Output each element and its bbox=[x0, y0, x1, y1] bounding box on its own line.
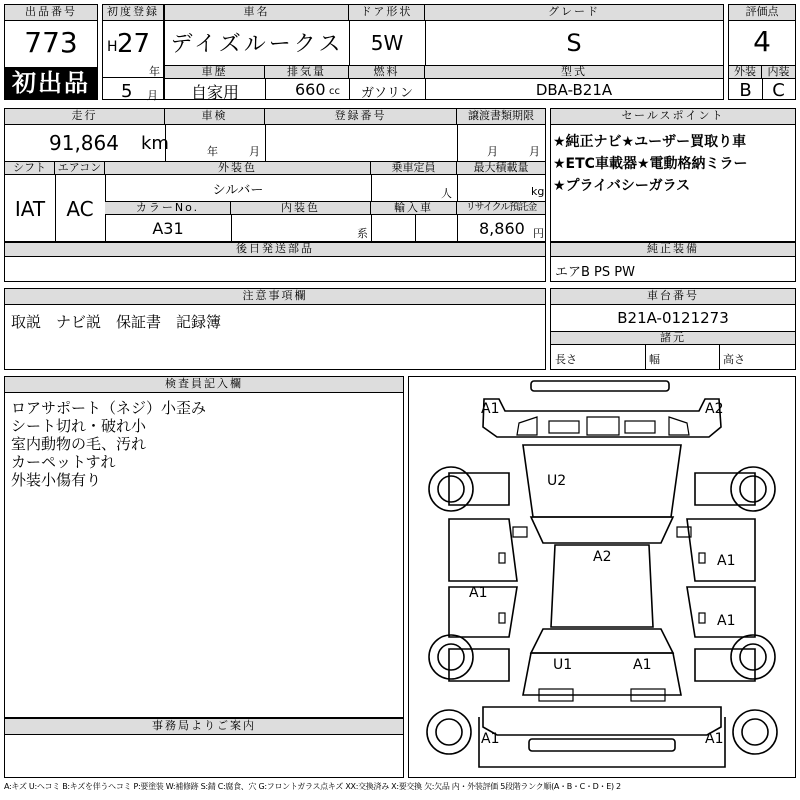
cc-unit: cc bbox=[329, 86, 340, 97]
later-parts-label: 後日発送部品 bbox=[5, 243, 545, 257]
chassis-section bbox=[550, 288, 796, 370]
damage-right-rear-door: A1 bbox=[717, 613, 736, 629]
lot-number: 773 bbox=[24, 26, 78, 59]
grade: S bbox=[566, 29, 582, 57]
notes-section bbox=[4, 288, 546, 370]
recycle-fee-label: リサイクル預託金 bbox=[457, 201, 545, 215]
series-unit: 系 bbox=[357, 227, 368, 240]
mileage-label: 走行 bbox=[5, 109, 165, 125]
office-notice-label: 事務局よりご案内 bbox=[5, 719, 403, 735]
registration-month: 5 bbox=[121, 81, 133, 102]
kg-unit: kg bbox=[531, 185, 545, 198]
car-name-label: 車名 bbox=[165, 5, 349, 21]
damage-rear-left-corner: A1 bbox=[481, 731, 500, 747]
exterior-grade: B bbox=[739, 80, 752, 101]
damage-roof: A2 bbox=[593, 549, 612, 565]
length-label: 長さ bbox=[555, 353, 577, 366]
recycle-fee: 8,860 bbox=[479, 219, 525, 238]
lot-number-label: 出品番号 bbox=[5, 5, 97, 21]
displacement: 660 bbox=[295, 80, 326, 99]
color-number-label: カラーNo. bbox=[105, 201, 231, 215]
inspection-year-unit: 年 bbox=[207, 145, 218, 158]
interior-color-label: 内装色 bbox=[231, 201, 371, 215]
first-registration-cell bbox=[102, 4, 164, 100]
inspector-note-5: 外装小傷有り bbox=[11, 471, 102, 489]
aircon-label: エアコン bbox=[55, 161, 105, 175]
mileage-section bbox=[4, 108, 546, 242]
door-type: 5W bbox=[370, 31, 404, 55]
fuel: ガソリン bbox=[360, 86, 413, 101]
sales-point-1: ★純正ナビ★ユーザー買取り車 bbox=[553, 134, 747, 150]
model-type: DBA-B21A bbox=[535, 81, 613, 99]
displacement-label: 排気量 bbox=[265, 65, 349, 79]
later-parts-section bbox=[4, 242, 546, 282]
inspector-note-2: シート切れ・破れ小 bbox=[11, 417, 147, 435]
max-load-label: 最大積載量 bbox=[457, 161, 545, 175]
inspection-label: 車検 bbox=[165, 109, 265, 125]
mileage: 91,864 bbox=[49, 131, 119, 155]
shift-label: シフト bbox=[5, 161, 55, 175]
sales-points-section bbox=[550, 108, 796, 242]
car-diagram-panel bbox=[408, 376, 796, 778]
damage-front-right-corner: A2 bbox=[705, 401, 724, 417]
damage-rear-right-corner: A1 bbox=[705, 731, 724, 747]
notes-label: 注意事項欄 bbox=[5, 289, 545, 305]
fuel-label: 燃料 bbox=[349, 65, 425, 79]
person-unit: 人 bbox=[441, 187, 452, 200]
color-number: A31 bbox=[152, 219, 184, 238]
score-label: 評価点 bbox=[729, 5, 795, 21]
door-type-label: ドア形状 bbox=[349, 5, 425, 21]
interior-grade-label: 内装 bbox=[762, 65, 795, 79]
height-label: 高さ bbox=[723, 353, 745, 366]
damage-right-front-door: A1 bbox=[717, 553, 736, 569]
car-name: デイズルークス bbox=[170, 32, 344, 57]
inspector-notes-label: 検査員記入欄 bbox=[5, 377, 403, 393]
capacity-label: 乗車定員 bbox=[371, 161, 457, 175]
damage-front-left-corner: A1 bbox=[481, 401, 500, 417]
aircon: AC bbox=[66, 197, 94, 221]
width-label: 幅 bbox=[649, 353, 660, 366]
km-unit: km bbox=[141, 133, 169, 154]
first-listing-badge: 初出品 bbox=[5, 67, 97, 99]
exterior-color: シルバー bbox=[212, 183, 264, 198]
import-label: 輸入車 bbox=[371, 201, 457, 215]
damage-tailgate-left: U1 bbox=[553, 657, 573, 673]
inspection-month-unit: 月 bbox=[249, 145, 260, 158]
grade-label: グレード bbox=[425, 5, 723, 21]
model-type-label: 型式 bbox=[425, 65, 723, 79]
exterior-color-label: 外装色 bbox=[105, 161, 371, 175]
transfer-deadline-label: 譲渡書類期限 bbox=[457, 109, 545, 125]
office-notice-section bbox=[4, 718, 404, 778]
registration-year: 27 bbox=[117, 29, 151, 59]
damage-tailgate-right: A1 bbox=[633, 657, 652, 673]
inspector-note-4: カーペットすれ bbox=[11, 453, 116, 471]
notes-text: 取説 ナビ説 保証書 記録簿 bbox=[11, 313, 222, 331]
shift: IAT bbox=[14, 197, 46, 221]
inspector-note-1: ロアサポート（ネジ）小歪み bbox=[11, 399, 207, 417]
score: 4 bbox=[753, 25, 771, 58]
sales-points-label: セールスポイント bbox=[551, 109, 795, 125]
exterior-grade-label: 外装 bbox=[729, 65, 762, 79]
transfer-day-unit: 月 bbox=[529, 145, 540, 158]
genuine-equipment-label: 純正装備 bbox=[551, 243, 795, 257]
lot-number-cell bbox=[4, 4, 98, 100]
vehicle-history: 自家用 bbox=[190, 83, 239, 102]
dimensions-label: 諸元 bbox=[551, 331, 795, 345]
legend: A:キズ U:ヘコミ B:キズを伴うヘコミ P:要塗装 W:補修跡 S:錆 C:腐食、穴 G:フロントガラス点キズ XX:交換済み X:要交換 欠:欠品 内・外装評価 5段階ランク順(A・B・C・D・E) 2 bbox=[4, 782, 621, 791]
damage-hood: U2 bbox=[547, 473, 567, 489]
era-letter: H bbox=[107, 39, 118, 55]
transfer-month-unit: 月 bbox=[487, 145, 498, 158]
main-info-grid bbox=[164, 4, 724, 100]
sales-point-3: ★プライバシーガラス bbox=[553, 178, 691, 194]
sales-point-2: ★ETC車載器★電動格納ミラー bbox=[553, 156, 748, 172]
chassis-number: B21A-0121273 bbox=[617, 309, 729, 327]
month-unit: 月 bbox=[147, 89, 158, 102]
inspector-notes-section bbox=[4, 376, 404, 718]
first-registration-label: 初度登録 bbox=[103, 5, 163, 21]
vehicle-history-label: 車歴 bbox=[165, 65, 265, 79]
yen-unit: 円 bbox=[533, 227, 544, 240]
score-cell bbox=[728, 4, 796, 100]
registration-number-label: 登録番号 bbox=[265, 109, 457, 125]
inspector-note-3: 室内動物の毛、汚れ bbox=[11, 435, 147, 453]
interior-grade: C bbox=[772, 80, 785, 101]
car-diagram bbox=[409, 377, 795, 777]
year-unit: 年 bbox=[149, 65, 160, 78]
damage-front-left-door: A1 bbox=[469, 585, 488, 601]
chassis-number-label: 車台番号 bbox=[551, 289, 795, 305]
genuine-equipment-section bbox=[550, 242, 796, 282]
genuine-equipment: エアB PS PW bbox=[555, 265, 635, 280]
